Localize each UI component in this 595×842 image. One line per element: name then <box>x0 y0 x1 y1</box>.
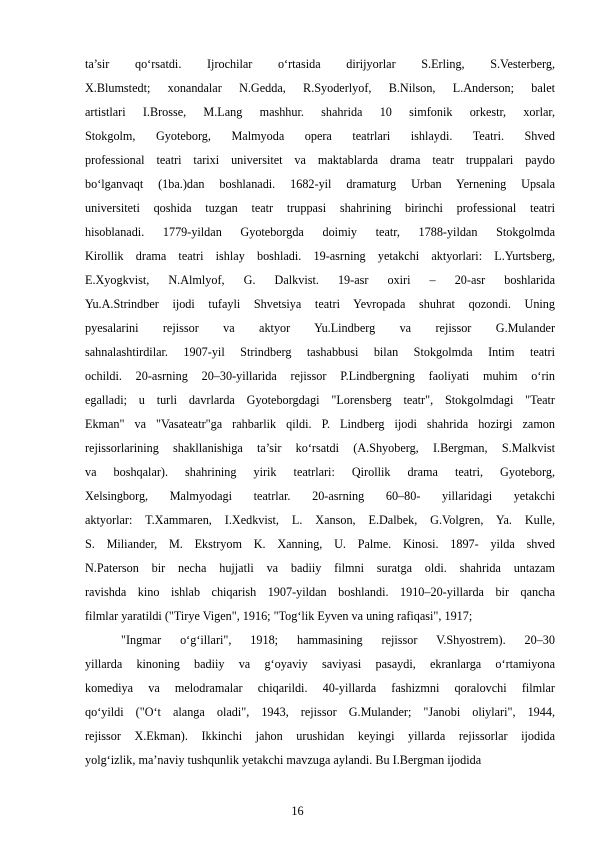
text-line: filmlar yaratildi ("Tirye Vigen", 1916; "Tog‘lik Eyven va uning rafiqasi", 1917; <box>85 609 473 623</box>
text-line: Stokgolm, Gyoteborg, Malmyoda opera teatrlari ishlaydi. Teatri. Shved <box>85 129 555 143</box>
document-body <box>85 52 555 772</box>
text-line: Yu.A.Strindber ijodi tufayli Shvetsiya teatri Yevropada shuhrat qozondi. Uning <box>85 297 555 311</box>
text-line: ravishda kino ishlab chiqarish 1907-yildan boshlandi. 1910–20-yillarda bir qancha <box>85 585 555 599</box>
text-line: va boshqalar). shahrining yirik teatrlari: Qirollik drama teatri, Gyoteborg, <box>85 465 555 479</box>
text-line: bo‘lganvaqt (1ba.)dan boshlanadi. 1682-yil dramaturg Urban Yernening Upsala <box>85 177 555 191</box>
text-line: E.Xyogkvist, N.Almlyof, G. Dalkvist. 19-asr oxiri – 20-asr boshlarida <box>85 273 555 287</box>
paragraph <box>85 628 555 772</box>
text-line: komediya va melodramalar chiqarildi. 40-yillarda fashizmni qoralovchi filmlar <box>85 681 555 695</box>
text-line: X.Blumstedt; xonandalar N.Gedda, R.Syoderlyof, B.Nilson, L.Anderson; balet <box>85 81 555 95</box>
text-line: N.Paterson bir necha hujjatli va badiiy filmni suratga oldi. shahrida untazam <box>85 561 555 575</box>
text-line: professional teatri tarixi universitet va maktablarda drama teatr truppalari paydo <box>85 153 555 167</box>
text-line: qo‘yildi ("O‘t alanga oladi", 1943, rejissor G.Mulander; "Janobi oliylari", 1944, <box>85 705 555 719</box>
text-line: Ekman" va "Vasateatr"ga rahbarlik qildi. P. Lindberg ijodi shahrida hozirgi zamon <box>85 417 555 431</box>
text-line: rejissorlarining shakllanishiga ta’sir ko‘rsatdi (A.Shyoberg, I.Bergman, S.Malkvist <box>85 441 555 455</box>
text-line: ochildi. 20-asrning 20–30-yillarida rejissor P.Lindbergning faoliyati muhim o‘rin <box>85 369 555 383</box>
paragraph <box>85 52 555 628</box>
text-line: aktyorlar: T.Xammaren, I.Xedkvist, L. Xanson, E.Dalbek, G.Volgren, Ya. Kulle, <box>85 513 555 527</box>
text-line: Kirollik drama teatri ishlay boshladi. 19-asrning yetakchi aktyorlari: L.Yurtsberg, <box>85 249 555 263</box>
text-line: hisoblanadi. 1779-yildan Gyoteborgda doimiy teatr, 1788-yildan Stokgolmda <box>85 225 555 239</box>
text-line: yillarda kinoning badiiy va g‘oyaviy saviyasi pasaydi, ekranlarga o‘rtamiyona <box>85 657 555 671</box>
text-line: artistlari I.Brosse, M.Lang mashhur. shahrida 10 simfonik orkestr, xorlar, <box>85 105 555 119</box>
text-line: "Ingmar o‘g‘illari", 1918; hammasining rejissor V.Shyostrem). 20–30 <box>121 633 555 647</box>
text-line: ta’sir qo‘rsatdi. Ijrochilar o‘rtasida dirijyorlar S.Erling, S.Vesterberg, <box>85 57 555 71</box>
text-line: universiteti qoshida tuzgan teatr truppasi shahrining birinchi professional teatri <box>85 201 555 215</box>
page-number: 16 <box>291 804 304 818</box>
text-line: Xelsingborg, Malmyodagi teatrlar. 20-asrning 60–80- yillaridagi yetakchi <box>85 489 555 503</box>
text-line: egalladi; u turli davrlarda Gyoteborgdagi "Lorensberg teatr", Stokgolmdagi "Teatr <box>85 393 555 407</box>
text-line: S. Miliander, M. Ekstryom K. Xanning, U. Palme. Kinosi. 1897- yilda shved <box>85 537 555 551</box>
text-line: rejissor X.Ekman). Ikkinchi jahon urushidan keyingi yillarda rejissorlar ijodida <box>85 729 555 743</box>
text-line: pyesalarini rejissor va aktyor Yu.Lindberg va rejissor G.Mulander <box>85 321 555 335</box>
text-line: yolg‘izlik, ma’naviy tushqunlik yetakchi mavzuga aylandi. Bu I.Bergman ijodida <box>85 753 482 767</box>
text-line: sahnalashtirdilar. 1907-yil Strindberg tashabbusi bilan Stokgolmda Intim teatri <box>85 345 555 359</box>
